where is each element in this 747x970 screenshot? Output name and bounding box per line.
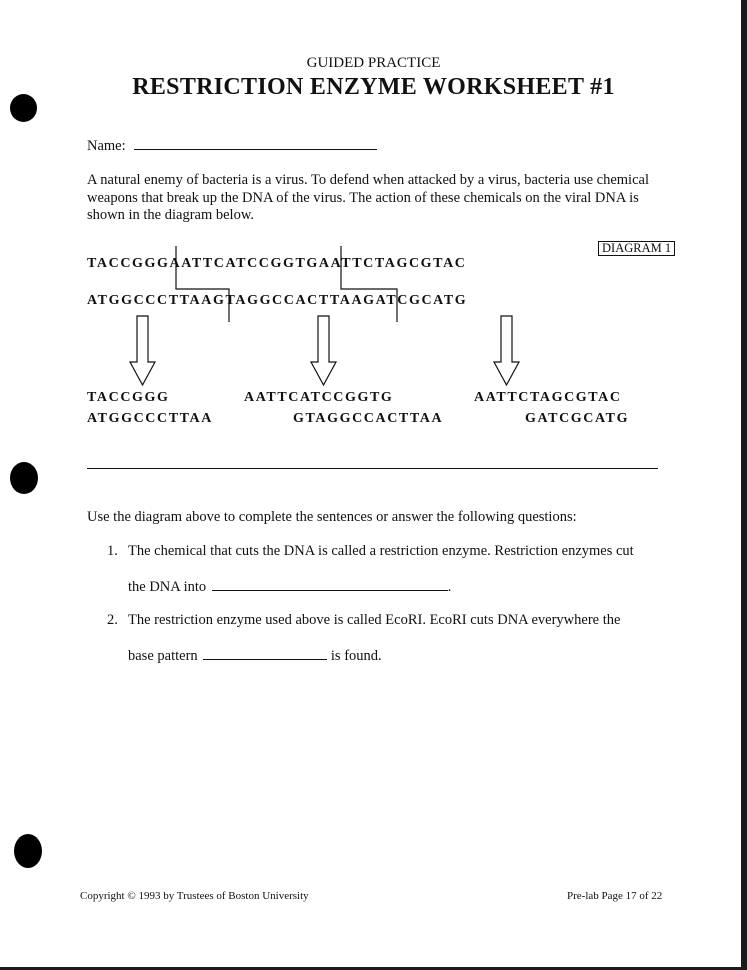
worksheet-subtitle: GUIDED PRACTICE <box>306 55 441 71</box>
question-2-number: 2. <box>107 612 118 628</box>
question-2-end: is found. <box>330 648 382 664</box>
dna-bottom-strand: ATGGCCCTTAAGTAGGCCACTTAAGATCGCATG <box>87 293 468 308</box>
worksheet-title: RESTRICTION ENZYME WORKSHEET #1 <box>132 74 615 100</box>
question-2-lead: base pattern <box>128 648 198 664</box>
question-1-end: . <box>447 579 452 595</box>
question-1-lead: the DNA into <box>128 579 207 595</box>
question-2-answer-blank[interactable] <box>203 647 327 660</box>
question-1-text: The chemical that cuts the DNA is called a restriction enzyme. Restriction enzymes cut <box>128 543 634 559</box>
dna-top-strand: TACCGGGAATTCATCCGGTGAATTCTAGCGTAC <box>87 256 467 271</box>
footer-copyright: Copyright © 1993 by Trustees of Boston University <box>80 890 309 902</box>
cut-line-2 <box>341 246 397 322</box>
fragment-3-top: AATTCTAGCGTAC <box>474 390 622 405</box>
footer-page-number: Pre-lab Page 17 of 22 <box>567 890 663 902</box>
question-2-answer-row <box>128 647 382 665</box>
fragment-2-top: AATTCATCCGGTG <box>244 390 394 405</box>
question-1-answer-blank[interactable] <box>212 578 448 591</box>
intro-paragraph: A natural enemy of bacteria is a virus. To defend when attacked by a virus, bacteria use chemical weapons that break up the DNA of the virus. The action of these chemicals on the viral DNA is shown in the diagram below. <box>87 172 649 223</box>
question-1-answer-row <box>128 578 451 596</box>
fragment-1-bottom: ATGGCCCTTAA <box>87 411 213 426</box>
question-1-number: 1. <box>107 543 118 559</box>
cut-line-1 <box>176 246 229 322</box>
question-2-text: The restriction enzyme used above is called EcoRI. EcoRI cuts DNA everywhere the <box>128 612 621 628</box>
name-label: Name: <box>87 138 126 154</box>
instructions: Use the diagram above to complete the sentences or answer the following questions: <box>87 509 577 525</box>
section-divider <box>87 468 658 469</box>
down-arrow-2 <box>311 316 336 385</box>
fragment-3-bottom: GATCGCATG <box>525 411 630 426</box>
fragment-1-top: TACCGGG <box>87 390 170 405</box>
fragment-2-bottom: GTAGGCCACTTAA <box>293 411 444 426</box>
down-arrow-3 <box>494 316 519 385</box>
diagram-label: DIAGRAM 1 <box>598 241 675 256</box>
down-arrow-1 <box>130 316 155 385</box>
